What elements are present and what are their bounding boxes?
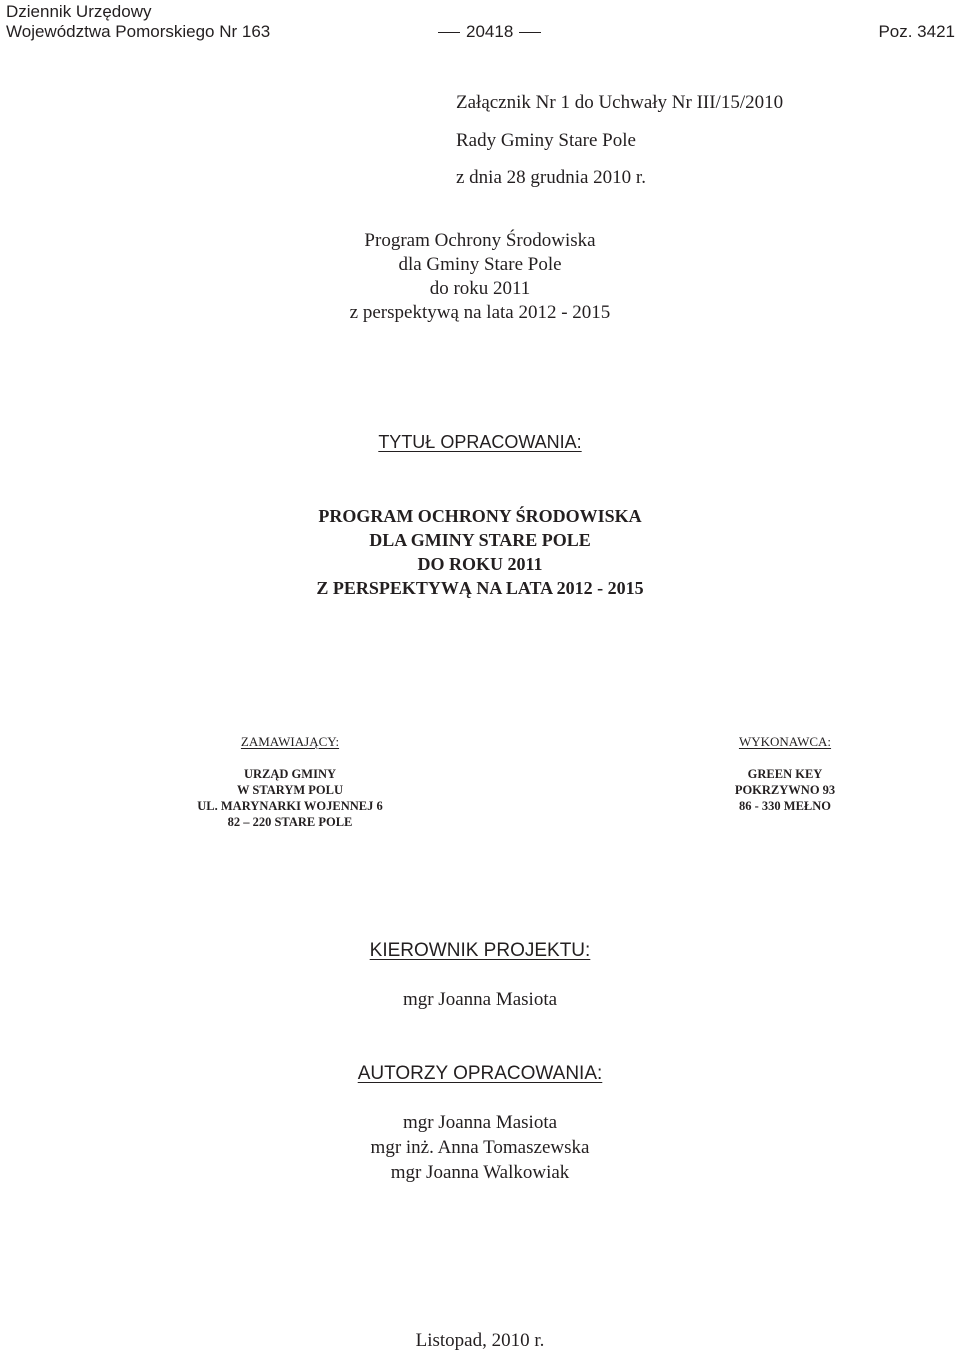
work-title [0, 504, 960, 600]
page-number-value: 20418 [466, 22, 514, 41]
program-title-line: z perspektywą na lata 2012 - 2015 [349, 302, 611, 323]
contractor-line: GREEN KEY [747, 767, 823, 781]
program-title-line: do roku 2011 [429, 278, 531, 299]
annex-line-2: Rady Gminy Stare Pole [456, 130, 636, 151]
author-name: mgr Joanna Walkowiak [390, 1162, 570, 1183]
program-title-line: Program Ochrony Środowiska [364, 230, 596, 251]
dash-left [438, 32, 460, 33]
journal-subtitle: Województwa Pomorskiego Nr 163 [6, 22, 271, 41]
journal-title: Dziennik Urzędowy [6, 2, 152, 21]
work-title-label: TYTUŁ OPRACOWANIA: [378, 432, 582, 452]
authors-list [0, 1110, 960, 1185]
work-title-line: PROGRAM OCHRONY ŚRODOWISKA [318, 506, 642, 526]
annex-line-3: z dnia 28 grudnia 2010 r. [456, 167, 646, 188]
annex-line-1: Załącznik Nr 1 do Uchwały Nr III/15/2010 [456, 92, 784, 113]
authors-label: AUTORZY OPRACOWANIA: [357, 1063, 603, 1084]
project-manager-name: mgr Joanna Masiota [402, 989, 558, 1010]
contractor-line: 86 - 330 MEŁNO [738, 799, 831, 813]
client-line: 82 – 220 STARE POLE [227, 815, 353, 829]
work-title-line: Z PERSPEKTYWĄ NA LATA 2012 - 2015 [316, 578, 644, 598]
page-number [432, 22, 547, 42]
program-title-line: dla Gminy Stare Pole [398, 254, 562, 275]
author-name: mgr inż. Anna Tomaszewska [370, 1137, 590, 1158]
client-line: URZĄD GMINY [243, 767, 336, 781]
footer-date: Listopad, 2010 r. [415, 1330, 545, 1351]
contractor-label: WYKONAWCA: [738, 734, 832, 749]
dash-right [519, 32, 541, 33]
client-line: W STARYM POLU [236, 783, 344, 797]
client-label: ZAMAWIAJĄCY: [240, 734, 340, 749]
work-title-line: DLA GMINY STARE POLE [369, 530, 591, 550]
work-title-line: DO ROKU 2011 [417, 554, 543, 574]
author-name: mgr Joanna Masiota [402, 1112, 558, 1133]
client-block [150, 734, 430, 830]
contractor-line: POKRZYWNO 93 [734, 783, 836, 797]
project-manager-label: KIEROWNIK PROJEKTU: [369, 940, 591, 961]
contractor-block [645, 734, 925, 814]
client-line: UL. MARYNARKI WOJENNEJ 6 [197, 799, 383, 813]
position-number: Poz. 3421 [878, 22, 955, 41]
program-title [0, 229, 960, 325]
